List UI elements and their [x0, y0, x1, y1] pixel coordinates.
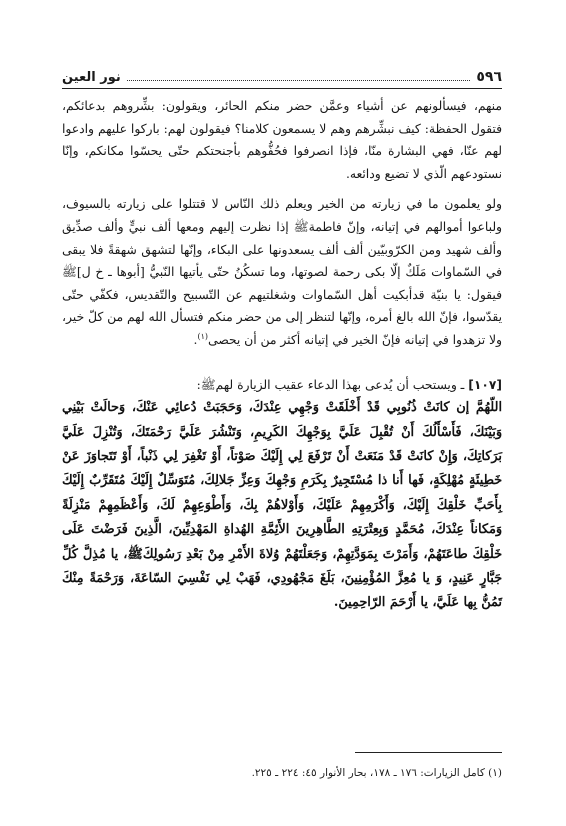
paragraph-3 [62, 374, 502, 397]
footnote: (١) كامل الزيارات: ١٧٦ ـ ١٧٨، بحار الأنوار ٤٥: ٢٢٤ ـ ٢٢٥. [251, 767, 502, 779]
footnote-ref-1[interactable]: (١) [197, 331, 208, 341]
supplication-text: اللّهُمَّ إن كانَتْ ذُنُوبِي قَدْ أَخْلَقَتْ وَجْهِي عِنْدَكَ، وَحَجَبَتْ دُعائِي عَنْكَ، وَحالَتْ بَيْنِي وَبَيْنَكَ، فَأَسْأَلُكَ أَنْ تُقْبِلَ عَلَيَّ بِوَجْهِكَ الكَرِيمِ، وَتَنْشُرَ عَلَيَّ رَحْمَتَكَ، وَتُنْزِلَ عَلَيَّ بَرَكاتِكَ، وَإِنْ كانَتْ قَدْ مَنَعَتْ أَنْ تَرْفَعَ لِي إِلَيْكَ صَوْتاً، أَوْ تَغْفِرَ لِي ذَنْباً، أَوْ تَتَجاوَزَ عَنْ خَطِيئَةٍ مُهْلِكَةٍ، فَها أَنا ذا مُسْتَجِيرٌ بِكَرَمِ وَجْهِكَ وَعِزِّ جَلالِكَ، مُتَوَسِّلٌ إِلَيْكَ مُتَقَرِّبٌ إِلَيْكَ بِأَحَبِّ خَلْقِكَ إِلَيْكَ، وَأَكْرَمِهِمْ عَلَيْكَ، وَأَوْلاهُمْ بِكَ، وَأَطْوَعِهِمْ لَكَ، وَأَعْظَمِهِمْ مَنْزِلَةً وَمَكاناً عِنْدَكَ، مُحَمَّدٍ وَبِعِتْرَتِهِ الطَّاهِرِينَ الأَئِمَّةِ الهُداةِ المَهْدِيِّينَ، الَّذِينَ فَرَضْتَ عَلَى خَلْقِكَ طاعَتَهُمْ، وَأَمَرْتَ بِمَوَدَّتِهِمْ، وَجَعَلْتَهُمْ وُلاةَ الأَمْرِ مِنْ بَعْدِ رَسُولِكَﷺ، يا مُذِلَّ كُلِّ جَبَّارٍ عَنِيدٍ، وَ يا مُعِزَّ المُؤْمِنِينَ، بَلَغَ مَجْهُودِي، فَهَبْ لِي نَفْسِيَ السّاعَةَ، وَرَحْمَةً مِنْكَ تَمُنُّ بِها عَلَيَّ، يا أَرْحَمَ الرّاحِمِينَ. [62, 400, 502, 611]
running-title: نور العين [62, 70, 121, 85]
main-text [62, 95, 502, 616]
header-dotted-leader [127, 80, 471, 81]
footnote-divider [355, 752, 502, 753]
page-number: ٥٩٦ [476, 69, 502, 85]
page-header [62, 62, 502, 89]
section-number: [١٠٧] [468, 377, 502, 392]
paragraph-2-text: ولو يعلمون ما في زيارته من الخير ويعلم ذلك النّاس لا قتتلوا على زيارته بالسيوف، ولباعوا أموالهم في إتيانه، وإنّ فاطمةﷺ إذا نظرت إليهم ومعها ألف نبيٍّ وألف صدِّيق وألف شهيد ومن الكرّوبيّين ألف ألف يسعدونها على البكاء، وإنّها لتشهق شهقةً فلا يبقى في السّماوات مَلَكٌ إلّا بكى رحمة لصوتها، وما تسكُنُ حتّى يأتيها النّبيُّ [أبوها ـ خ ل]ﷺ فيقول: يا بنيّة قدأبكيت أهل السّماوات وشغلتيهم عن التّسبيح والتّقديس، فكفّي حتّى يقدّسوا، فإنّ الله بالغ أمره، وإنّها لتنظر إلى من حضر منكم فتسأل الله لهم من كلّ خير، ولا تزهدوا في إتيانه فإنّ الخير في إتيانه أكثر من أن يحصى [62, 197, 502, 347]
paragraph-3-text: ـ ويستحب أن يُدعى بهذا الدعاء عقيب الزيارة لهمﷺ: [196, 377, 465, 392]
paragraph-1: منهم، فيسألونهم عن أشياء وعمَّن حضر منكم الحائر، ويقولون: بشِّروهم بدعائكم، فتقول الحفظة: كيف نبشِّرهم وهم لا يسمعون كلامنا؟ فيقولون لهم: باركوا عليهم وادعوا لهم عنّا، فهي البشارة منّا، فإذا انصرفوا فحُفُّوهم بأجنحتكم حتّى يحسّوا مكانكم، وإنّا نستودعهم الّذي لا تضيع ودائعه. [62, 99, 502, 181]
paragraph-2: ولو يعلمون ما في زيارته من الخير ويعلم ذلك النّاس لا قتتلوا على زيارته بالسيوف، ولباعوا أموالهم في إتيانه، وإنّ فاطمةﷺ إذا نظرت إليهم ومعها ألف نبيٍّ وألف صدِّيق وألف شهيد ومن الكرّوبيّين ألف ألف يسعدونها على البكاء، وإنّها لتشهق شهقةً فلا يبقى في السّماوات مَلَكٌ إلّا بكى رحمة لصوتها، وما تسكُنُ حتّى يأتيها النّبيُّ [أبوها ـ خ ل]ﷺ فيقول: يا بنيّة قدأبكيت أهل السّماوات وشغلتيهم عن التّسبيح والتّقديس، فكفّي حتّى يقدّسوا، فإنّ الله بالغ أمره، وإنّها لتنظر إلى من حضر منكم فتسأل الله لهم من كلّ خير، ولا تزهدوا في إتيانه فإنّ الخير في إتيانه أكثر من أن يحصى$^{(١)}$. [62, 197, 502, 347]
